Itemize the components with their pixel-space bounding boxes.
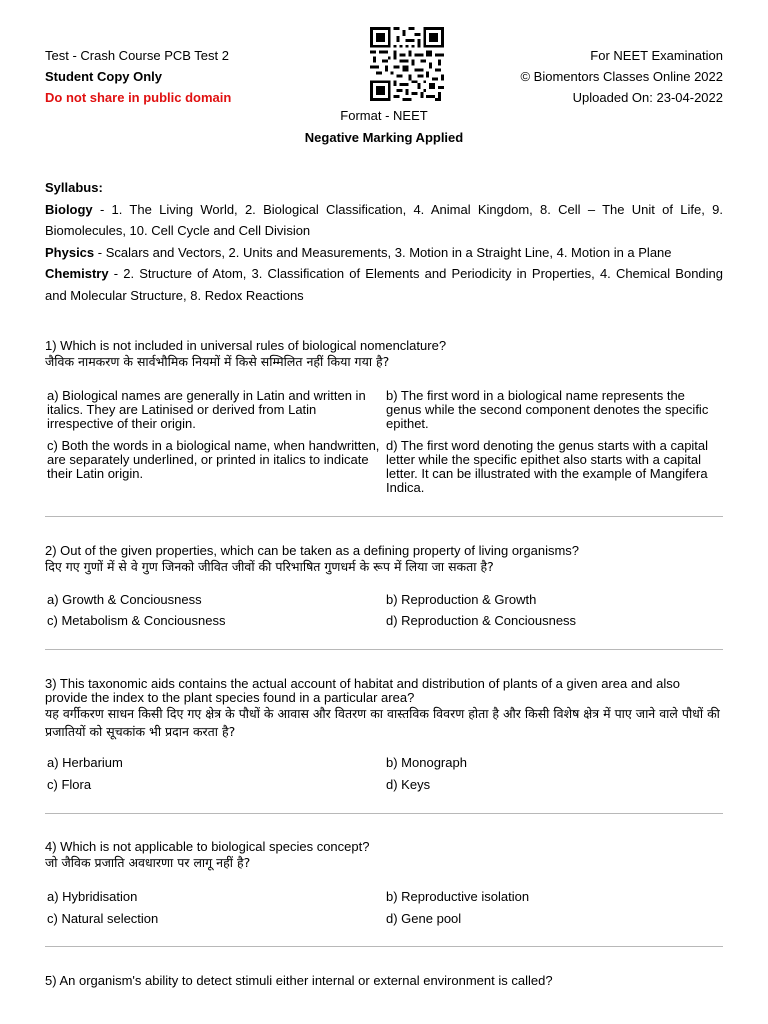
question-text: 2) Out of the given properties, which can be taken as a defining property of living organisms? xyxy=(45,543,580,558)
option-b[interactable]: b) Monograph xyxy=(386,755,467,770)
option-b[interactable]: b) Reproductive isolation xyxy=(386,889,530,904)
question-3 xyxy=(45,677,723,741)
option-a[interactable]: a) Hybridisation xyxy=(47,889,138,904)
qr-code-icon xyxy=(370,27,444,101)
option-a[interactable]: a) Biological names are generally in Latin and written in italics. They are Latinised or derived from Latin irrespective of their origin. xyxy=(47,388,366,431)
question-text: 3) This taxonomic aids contains the actual account of habitat and distribution of plants of a given area and also provide the index to the plant species found in a particular area? xyxy=(45,676,680,705)
option-d[interactable]: d) Reproduction & Conciousness xyxy=(386,613,577,628)
question-hindi: यह वर्गीकरण साधन किसी दिए गए क्षेत्र के पौधों के आवास और वितरण का वास्तविक विवरण होता है और किसी विशेष क्षेत्र में पाए जाने वाले पौधों की प्रजातियों को सूचकांक भी प्रदान करता है? xyxy=(45,706,720,739)
upload-date: Uploaded On: 23-04-2022 xyxy=(572,90,723,105)
option-c[interactable]: c) Metabolism & Conciousness xyxy=(47,613,226,628)
test-name: Test - Crash Course PCB Test 2 xyxy=(45,48,229,63)
option-d[interactable]: d) Keys xyxy=(386,777,431,792)
question-5 xyxy=(45,974,723,988)
share-warning: Do not share in public domain xyxy=(45,90,232,105)
question-4 xyxy=(45,840,723,872)
syllabus-heading: Syllabus: xyxy=(45,180,103,195)
document-page xyxy=(45,0,723,1024)
question-1 xyxy=(45,339,723,371)
question-hindi: जो जैविक प्रजाति अवधारणा पर लागू नहीं है? xyxy=(45,855,251,870)
divider xyxy=(45,649,723,650)
option-b[interactable]: b) The first word in a biological name represents the genus while the second component denotes the specific epithet. xyxy=(386,388,709,431)
chemistry-topics: - 2. Structure of Atom, 3. Classification of Elements and Periodicity in Properties, 4. Chemical Bonding and Molecular Structure, 8. Redox Reactions xyxy=(45,266,723,303)
option-a[interactable]: a) Growth & Conciousness xyxy=(47,592,202,607)
question-text: 1) Which is not included in universal rules of biological nomenclature? xyxy=(45,338,447,353)
question-hindi: दिए गए गुणों में से वे गुण जिनको जीवित जीवों की परिभाषित गुणधर्म के रूप में लिया जा सकता है? xyxy=(45,559,494,574)
physics-label: Physics xyxy=(45,244,95,260)
divider xyxy=(45,516,723,517)
option-d[interactable]: d) Gene pool xyxy=(386,911,462,926)
option-c[interactable]: c) Natural selection xyxy=(47,911,159,926)
syllabus-physics xyxy=(45,242,723,264)
question-text: 5) An organism's ability to detect stimuli either internal or external environment is called? xyxy=(45,973,553,988)
question-text: 4) Which is not applicable to biological species concept? xyxy=(45,839,370,854)
copy-type: Student Copy Only xyxy=(45,69,162,84)
exam-label: For NEET Examination xyxy=(590,48,723,63)
marking-label: Negative Marking Applied xyxy=(304,130,464,145)
option-c[interactable]: c) Both the words in a biological name, when handwritten, are separately underlined, or printed in italics to indicate their Latin origin. xyxy=(47,438,380,481)
question-hindi: जैविक नामकरण के सार्वभौमिक नियमों में किसे सम्मिलित नहीं किया गया है? xyxy=(45,354,390,369)
syllabus-section xyxy=(45,177,723,306)
header-right xyxy=(520,45,723,108)
question-2 xyxy=(45,544,723,576)
biology-label: Biology xyxy=(45,201,93,217)
divider xyxy=(45,813,723,814)
copyright-text: © Biomentors Classes Online 2022 xyxy=(520,69,723,84)
biology-topics: - 1. The Living World, 2. Biological Classification, 4. Animal Kingdom, 8. Cell – The Unit of Life, 9. Biomolecules, 10. Cell Cycle and Cell Division xyxy=(45,201,723,238)
option-a[interactable]: a) Herbarium xyxy=(47,755,123,770)
divider xyxy=(45,946,723,947)
chemistry-label: Chemistry xyxy=(45,266,109,281)
option-d[interactable]: d) The first word denoting the genus starts with a capital letter while the specific epithet also starts with a capital letter. It can be illustrated with the example of Mangifera Indica. xyxy=(386,438,709,495)
syllabus-chemistry xyxy=(45,263,723,306)
physics-topics: - Scalars and Vectors, 2. Units and Measurements, 3. Motion in a Straight Line, 4. Motion in a Plane xyxy=(94,244,672,260)
format-label: Format - NEET xyxy=(340,108,428,123)
header-left xyxy=(45,45,231,108)
syllabus-biology xyxy=(45,199,723,242)
option-c[interactable]: c) Flora xyxy=(47,777,92,792)
option-b[interactable]: b) Reproduction & Growth xyxy=(386,592,537,607)
